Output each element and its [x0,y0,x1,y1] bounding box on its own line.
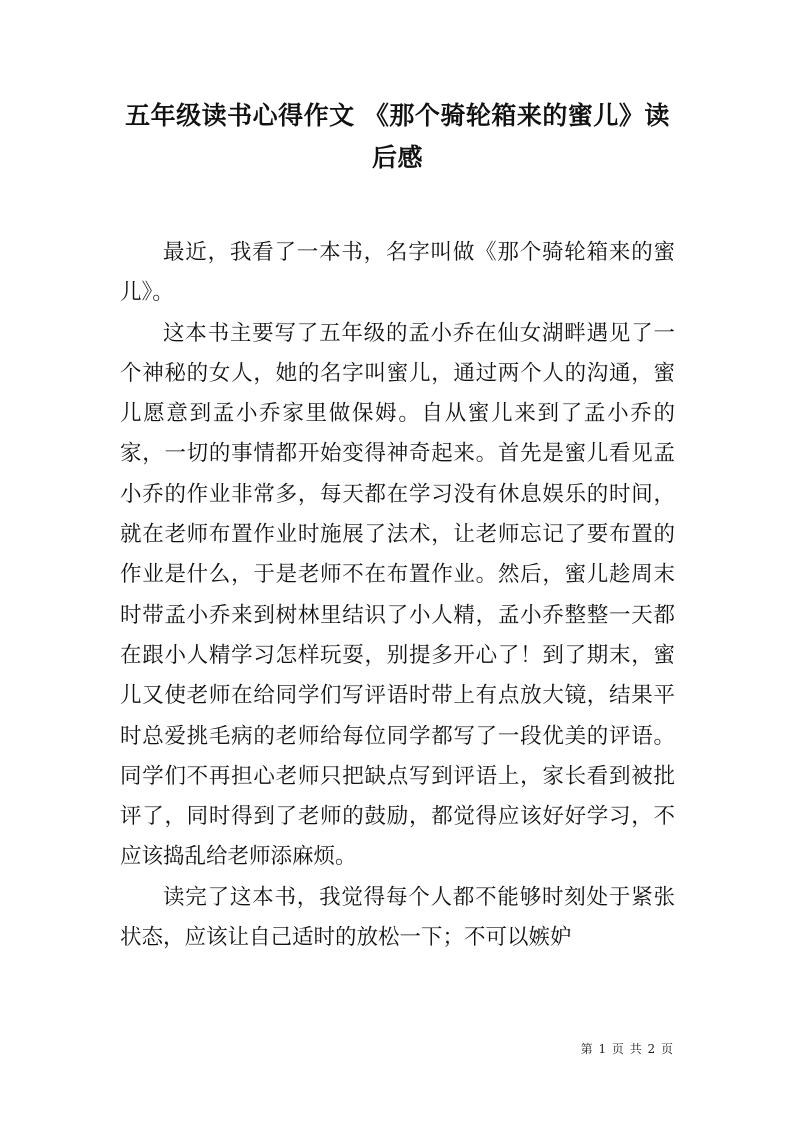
document-title: 五年级读书心得作文 《那个骑轮箱来的蜜儿》读后感 [125,101,670,172]
document-body [120,233,675,958]
paragraph: 读完了这本书，我觉得每个人都不能够时刻处于紧张状态，应该让自己适时的放松一下；不可以嫉妒 [120,884,675,951]
page-number-footer: 第 1 页 共 2 页 [580,1042,674,1056]
paragraph: 最近，我看了一本书，名字叫做《那个骑轮箱来的蜜儿》。 [120,240,675,306]
paragraph: 这本书主要写了五年级的孟小乔在仙女湖畔遇见了一个神秘的女人，她的名字叫蜜儿，通过两个人的沟通，蜜儿愿意到孟小乔家里做保姆。自从蜜儿来到了孟小乔的家，一切的事情都开始变得神奇起来。首先是蜜儿看见孟小乔的作业非常多，每天都在学习没有休息娱乐的时间，就在老师布置作业时施展了法术，让老师忘记了要布置的作业是什么，于是老师不在布置作业。然后，蜜儿趁周末时带孟小乔来到树林里结识了小人精，孟小乔整整一天都在跟小人精学习怎样玩耍，别提多开心了！到了期末，蜜儿又使老师在给同学们写评语时带上有点放大镜，结果平时总爱挑毛病的老师给每位同学都写了一段优美的评语。同学们不再担心老师只把缺点写到评语上，家长看到被批评了，同时得到了老师的鼓励，都觉得应该好好学习，不应该捣乱给老师添麻烦。 [120,320,675,870]
